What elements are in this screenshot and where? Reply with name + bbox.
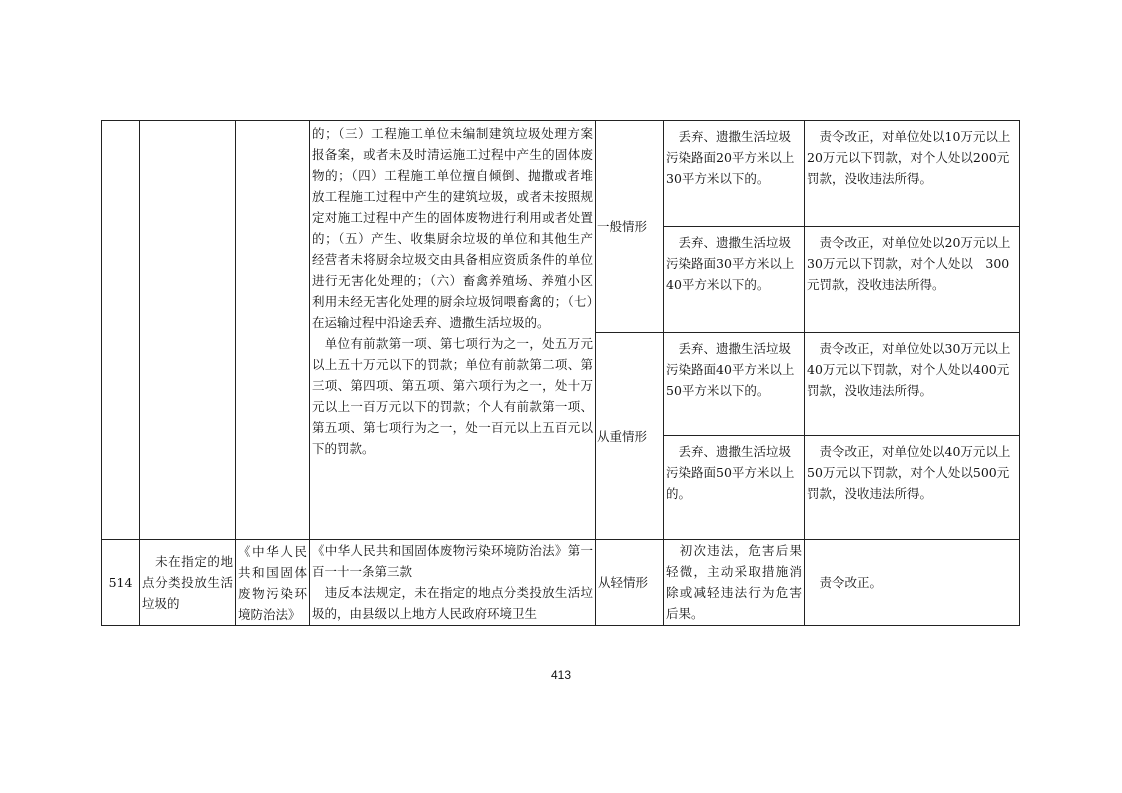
- law-cell: [236, 121, 310, 540]
- item-cell: [140, 121, 236, 540]
- condition-cell: 丢弃、遗撒生活垃圾污染路面20平方米以上30平方米以下的。: [664, 121, 804, 227]
- condition-cell: 丢弃、遗撒生活垃圾污染路面30平方米以上40平方米以下的。: [664, 227, 804, 333]
- level-cell: 从轻情形: [596, 540, 664, 626]
- penalty-cell: 责令改正，对单位处以30万元以上40万元以下罚款，对个人处以400元罚款，没收违法所得。: [805, 333, 1019, 436]
- row-number-cell: [102, 121, 140, 540]
- penalty-cell: 责令改正，对单位处以20万元以上30万元以下罚款，对个人处以 300元罚款，没收违法所得。: [805, 227, 1019, 333]
- table-row: [102, 121, 1020, 540]
- level-label-severe: 从重情形: [597, 428, 648, 444]
- penalty-cell: 责令改正。: [805, 540, 1020, 626]
- penalty-clause-text: 单位有前款第一项、第七项行为之一，处五万元以上五十万元以下的罚款；单位有前款第二项、第三项、第四项、第五项、第六项行为之一，处十万元以上一百万元以下的罚款；个人有前款第一项、第五项、第七项行为之一，处一百元以上五百元以下的罚款。: [312, 336, 593, 456]
- legal-basis-cell: [310, 540, 596, 626]
- penalty-table: [101, 120, 1020, 626]
- law-cell: 《中华人民共和国固体废物污染环境防治法》: [236, 540, 310, 626]
- table-row: [102, 540, 1020, 626]
- legal-basis-text: 违反本法规定，未在指定的地点分类投放生活垃圾的，由县级以上地方人民政府环境卫生: [312, 585, 593, 621]
- condition-cell: 丢弃、遗撒生活垃圾污染路面40平方米以上50平方米以下的。: [664, 333, 804, 436]
- condition-column: [664, 121, 805, 540]
- legal-basis-title: 《中华人民共和国固体废物污染环境防治法》第一百一十一条第三款: [312, 543, 593, 579]
- level-label-general: 一般情形: [597, 219, 648, 234]
- penalty-cell: 责令改正，对单位处以10万元以上20万元以下罚款，对个人处以200元罚款，没收违法所得。: [805, 121, 1019, 227]
- level-column: [596, 121, 664, 540]
- penalty-cell: 责令改正，对单位处以40万元以上50万元以下罚款，对个人处以500元罚款，没收违法所得。: [807, 444, 1011, 501]
- condition-cell: 初次违法，危害后果轻微，主动采取措施消除或减轻违法行为危害后果。: [664, 540, 805, 626]
- legal-text: 的；（三）工程施工单位未编制建筑垃圾处理方案报备案，或者未及时清运施工过程中产生的固体废物的；（四）工程施工单位擅自倾倒、抛撒或者堆放工程施工过程中产生的建筑垃圾，或者未按照规定对施工过程中产生的固体废物进行利用或者处置的；（五）产生、收集厨余垃圾的单位和其他生产经营者未将厨余垃圾交由具备相应资质条件的单位进行无害化处理的；（六）畜禽养殖场、养殖小区利用未经无害化处理的厨余垃圾饲喂畜禽的；（七）在运输过程中沿途丢弃、遗撒生活垃圾的。: [312, 126, 593, 330]
- page-number: 413: [550, 668, 572, 682]
- item-cell: 未在指定的地点分类投放生活垃圾的: [140, 540, 236, 626]
- row-number-cell: 514: [102, 540, 140, 626]
- legal-basis-cell: [310, 121, 596, 540]
- condition-cell: 丢弃、遗撒生活垃圾污染路面50平方米以上的。: [666, 444, 795, 501]
- penalty-column: [805, 121, 1020, 540]
